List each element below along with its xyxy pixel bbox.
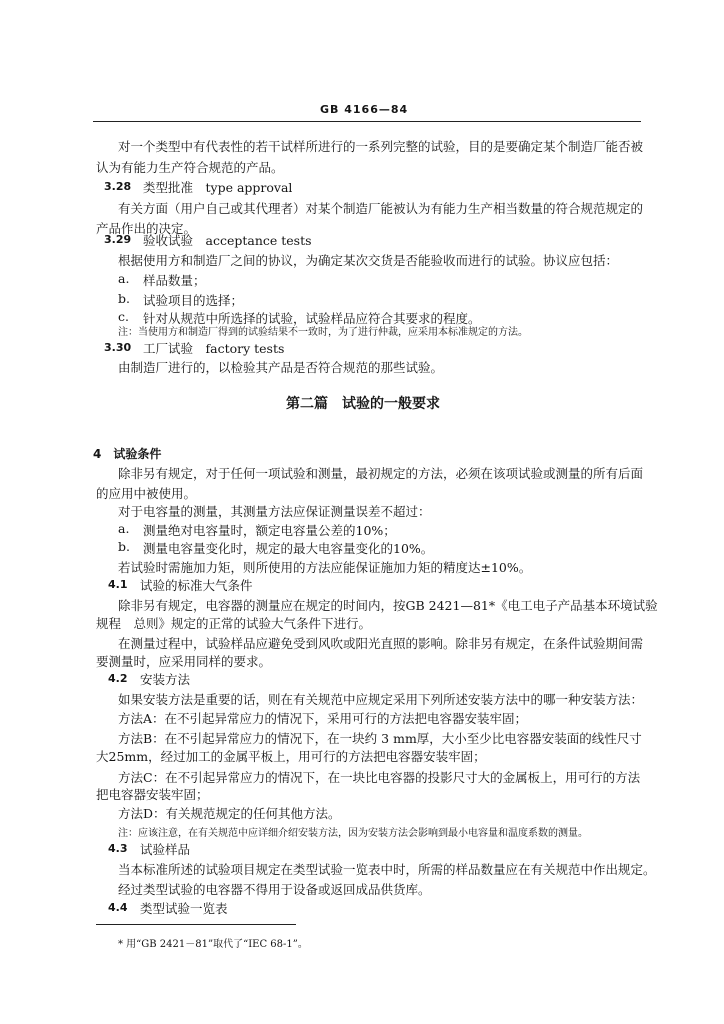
section-title: 试验样品 <box>140 842 191 857</box>
list-label: a. <box>118 521 130 536</box>
paragraph-line: 经过类型试验的电容器不得用于设备或返回成品供货库。 <box>118 882 431 897</box>
paragraph-line: 产品作出的决定。 <box>96 221 197 236</box>
paragraph-line: 由制造厂进行的，以检验其产品是否符合规范的那些试验。 <box>118 360 444 375</box>
paragraph-line: 方法C：在不引起异常应力的情况下，在一块比电容器的投影尺寸大的金属板上，用可行的方法 <box>118 770 641 785</box>
paragraph-line: 若试验时需施加力矩，则所使用的方法应能保证施加力矩的精度达±10%。 <box>118 560 532 575</box>
list-item: 测量绝对电容量时，额定电容量公差的10%； <box>143 523 396 538</box>
section-title: 验收试验 acceptance tests <box>143 233 312 248</box>
list-label: a. <box>118 271 130 286</box>
section-number: 4.4 <box>108 901 128 914</box>
paragraph-line: 方法B：在不引起异常应力的情况下，在一块约 3 mm厚，大小至少比电容器安装面的线性尺寸 <box>118 731 642 746</box>
section-number: 4.3 <box>108 842 128 855</box>
section-title: 安装方法 <box>140 672 191 687</box>
paragraph-line: 对于电容量的测量，其测量方法应保证测量误差不超过： <box>118 504 431 519</box>
section-heading: 4 试验条件 <box>93 447 162 461</box>
list-item: 试验项目的选择； <box>143 293 244 308</box>
paragraph-line: 有关方面（用户自己或其代理者）对某个制造厂能被认为有能力生产相当数量的符合规范规定的 <box>118 201 644 216</box>
paragraph-line: 把电容器安装牢固； <box>96 787 209 802</box>
list-item: 样品数量； <box>143 273 206 288</box>
part-heading: 第二篇 试验的一般要求 <box>286 396 440 412</box>
footnote: * 用“GB 2421－81”取代了“IEC 68-1”。 <box>118 939 308 950</box>
paragraph-line: 大25mm，经过加工的金属平板上，用可行的方法把电容器安装牢固； <box>96 749 486 764</box>
paragraph-line: 规程 总则》规定的正常的试验大气条件下进行。 <box>96 616 372 631</box>
list-label: b. <box>118 291 130 306</box>
paragraph-line: 要测量时，应采用同样的要求。 <box>96 654 272 669</box>
paragraph-line: 根据使用方和制造厂之间的协议，为确定某次交货是否能验收而进行的试验。协议应包括： <box>118 253 619 268</box>
section-title: 试验的标准大气条件 <box>140 578 253 593</box>
footnote-rule <box>96 924 296 925</box>
list-label: b. <box>118 539 130 554</box>
paragraph-line: 除非另有规定，对于任何一项试验和测量，最初规定的方法，必须在该项试验或测量的所有后面 <box>118 466 644 481</box>
section-number: 3.28 <box>104 180 132 193</box>
section-title: 类型批准 type approval <box>143 180 293 195</box>
note-text: 注：应该注意，在有关规范中应详细介绍安装方法，因为安装方法会影响到最小电容量和温度系数的测量。 <box>118 828 588 839</box>
paragraph-line: 对一个类型中有代表性的若干试样所进行的一系列完整的试验，目的是要确定某个制造厂能否被 <box>118 139 644 154</box>
paragraph-line: 方法A：在不引起异常应力的情况下，采用可行的方法把电容器安装牢固； <box>118 711 528 726</box>
list-label: c. <box>118 309 129 324</box>
list-item: 测量电容量变化时，规定的最大电容量变化的10%。 <box>143 541 434 556</box>
note-text: 注：当使用方和制造厂得到的试验结果不一致时，为了进行仲裁，应采用本标准规定的方法。 <box>118 327 528 338</box>
paragraph-line: 方法D：有关规范规定的任何其他方法。 <box>118 806 341 821</box>
paragraph-line: 当本标准所述的试验项目规定在类型试验一览表中时，所需的样品数量应在有关规范中作出规定。 <box>118 862 656 877</box>
page-header: GB 4166—84 <box>320 103 409 116</box>
section-number: 4.1 <box>108 578 128 591</box>
header-rule <box>93 121 641 122</box>
paragraph-line: 认为有能力生产符合规范的产品。 <box>96 160 284 175</box>
section-number: 3.30 <box>104 341 132 354</box>
list-item: 针对从规范中所选择的试验，试验样品应符合其要求的程度。 <box>143 311 481 326</box>
section-title: 工厂试验 factory tests <box>143 341 285 356</box>
paragraph-line: 除非另有规定，电容器的测量应在规定的时间内，按GB 2421—81*《电工电子产品基本环境试验 <box>118 598 658 613</box>
section-number: 3.29 <box>104 233 132 246</box>
section-number: 4.2 <box>108 672 128 685</box>
section-title: 类型试验一览表 <box>140 901 228 916</box>
paragraph-line: 的应用中被使用。 <box>96 486 197 501</box>
paragraph-line: 在测量过程中，试验样品应避免受到风吹或阳光直照的影响。除非另有规定，在条件试验期间需 <box>118 636 644 651</box>
paragraph-line: 如果安装方法是重要的话，则在有关规范中应规定采用下列所述安装方法中的哪一种安装方法： <box>118 692 644 707</box>
